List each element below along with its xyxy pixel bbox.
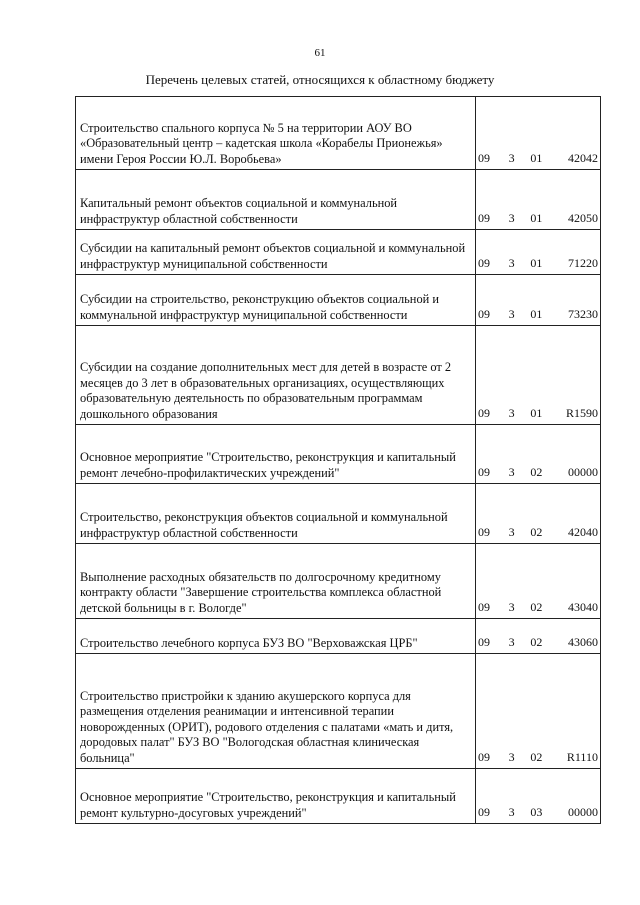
table-row [76,97,601,170]
page-number: 61 [314,47,326,59]
row-description-cell [76,769,476,824]
code-program: 09 [478,306,490,321]
code-direction: 00000 [567,804,598,819]
code-event: 02 [530,749,543,764]
code-direction: R1590 [565,405,598,420]
code-subprogram: 3 [508,464,515,479]
row-code-cell [476,619,601,654]
code-event: 02 [530,524,543,539]
row-description-cell [76,275,476,326]
table-row [76,170,601,230]
row-code-cell [476,275,601,326]
code-direction: 43040 [567,599,598,614]
code-event: 01 [530,255,543,270]
code-subprogram: 3 [508,210,515,225]
row-description: Субсидии на строительство, реконструкцию объектов социальной и коммунальной инфраструктур муниципальной собственности [80,292,439,322]
row-code-cell [476,97,601,170]
table-body [76,97,601,824]
row-description-cell [76,326,476,425]
code-subprogram: 3 [508,306,515,321]
row-description: Строительство спального корпуса № 5 на территории АОУ ВО «Образовательный центр – кадетская школа «Корабелы Прионежья» имени Героя России Ю.Л. Воробьева» [80,120,443,166]
code-direction: 42040 [567,524,598,539]
code-subprogram: 3 [508,524,515,539]
row-description: Выполнение расходных обязательств по долгосрочному кредитному контракту области "Завершение строительства комплекса областной детской больницы в г. Вологде" [80,569,442,615]
code-event: 02 [530,634,543,649]
table-row [76,654,601,769]
row-description: Основное мероприятие "Строительство, реконструкция и капитальный ремонт лечебно-профилактических учреждений" [80,450,456,480]
code-direction: R1110 [566,749,598,764]
row-description-cell [76,230,476,275]
table-row [76,230,601,275]
row-description: Субсидии на создание дополнительных мест для детей в возрасте от 2 месяцев до 3 лет в образовательных организациях, осуществляющих образовательную деятельность по образовательным программам дошкольного образования [80,360,452,421]
code-event: 01 [530,150,543,165]
code-program: 09 [478,150,490,165]
row-code-cell [476,326,601,425]
table-row [76,425,601,484]
code-program: 09 [478,210,490,225]
code-program: 09 [478,464,490,479]
table-row [76,275,601,326]
code-direction: 73230 [567,306,598,321]
code-program: 09 [478,804,490,819]
table-row [76,619,601,654]
code-direction: 43060 [567,634,598,649]
code-event: 02 [530,599,543,614]
code-event: 01 [530,306,543,321]
code-event: 01 [530,210,543,225]
row-description-cell [76,619,476,654]
code-program: 09 [478,405,490,420]
row-code-cell [476,544,601,619]
code-direction: 42050 [567,210,598,225]
code-subprogram: 3 [508,405,515,420]
code-event: 01 [530,405,543,420]
row-description: Основное мероприятие "Строительство, реконструкция и капитальный ремонт культурно-досуговых учреждений" [80,790,456,820]
code-program: 09 [478,255,490,270]
row-code-cell [476,170,601,230]
code-subprogram: 3 [508,749,515,764]
code-event: 03 [530,804,543,819]
row-description-cell [76,544,476,619]
code-subprogram: 3 [508,150,515,165]
code-direction: 00000 [567,464,598,479]
table-row [76,769,601,824]
table-row [76,544,601,619]
code-program: 09 [478,599,490,614]
table-row [76,484,601,544]
code-subprogram: 3 [508,634,515,649]
row-code-cell [476,425,601,484]
code-subprogram: 3 [508,255,515,270]
target-items-table [75,96,601,824]
row-code-cell [476,484,601,544]
row-description-cell [76,170,476,230]
row-description: Строительство лечебного корпуса БУЗ ВО "Верховажская ЦРБ" [80,635,418,650]
code-direction: 71220 [567,255,598,270]
code-subprogram: 3 [508,599,515,614]
code-program: 09 [478,634,490,649]
row-description: Строительство, реконструкция объектов социальной и коммунальной инфраструктур областной собственности [80,510,448,540]
row-code-cell [476,769,601,824]
page-title: Перечень целевых статей, относящихся к областному бюджету [145,72,495,87]
code-program: 09 [478,524,490,539]
row-description-cell [76,425,476,484]
row-description-cell [76,97,476,170]
row-code-cell [476,654,601,769]
row-description-cell [76,654,476,769]
row-description: Строительство пристройки к зданию акушерского корпуса для размещения отделения реанимации и интенсивной терапии новорожденных (ОРИТ), родового отделения с палатами «мать и дитя, дородовых палат" БУЗ ВО "Вологодская областная клиническая больница" [80,688,454,765]
row-description: Капитальный ремонт объектов социальной и коммунальной инфраструктур областной собственности [80,196,398,226]
code-event: 02 [530,464,543,479]
code-program: 09 [478,749,490,764]
code-direction: 42042 [567,150,598,165]
row-description-cell [76,484,476,544]
row-description: Субсидии на капитальный ремонт объектов социальной и коммунальной инфраструктур муниципальной собственности [80,241,466,271]
row-code-cell [476,230,601,275]
code-subprogram: 3 [508,804,515,819]
table-row [76,326,601,425]
